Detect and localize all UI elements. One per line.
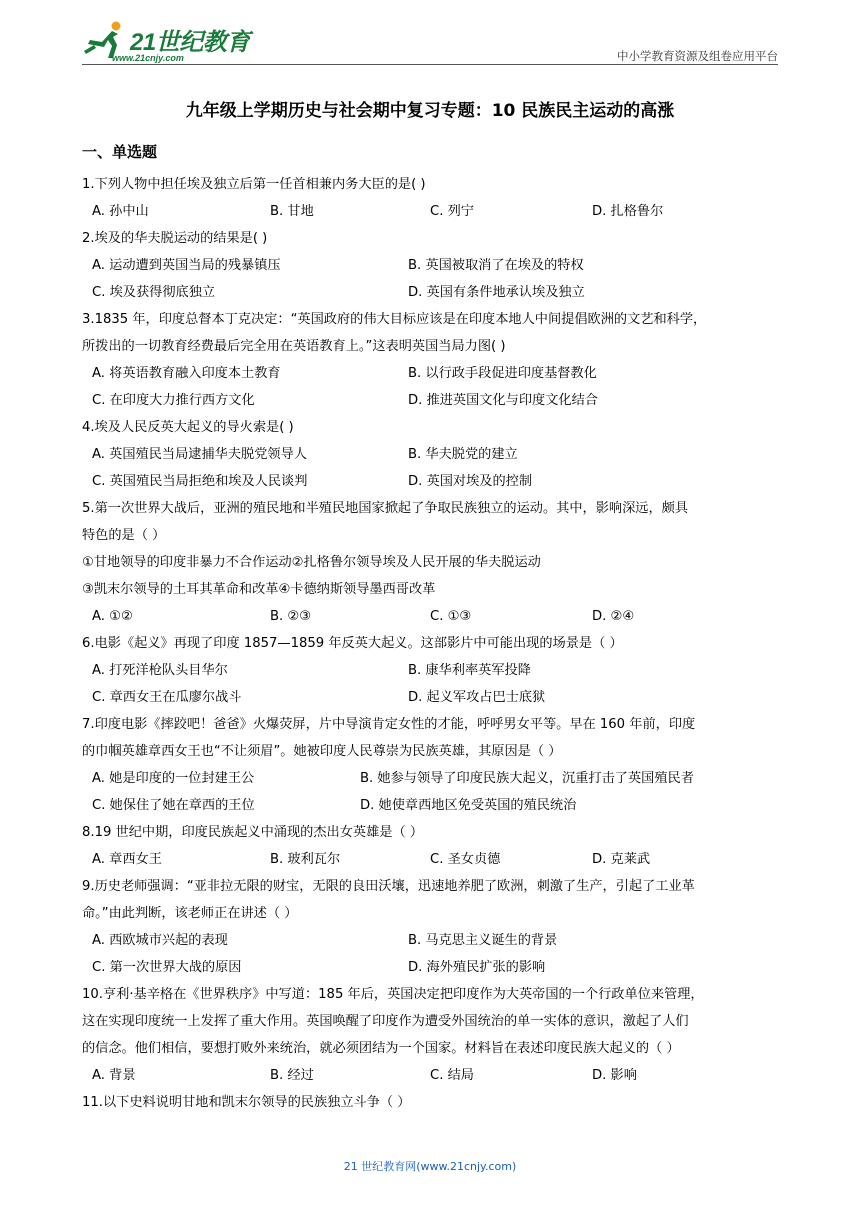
option-b[interactable]: B. 华夫脱党的建立 [408,447,518,462]
option-a[interactable]: A. 背景 [92,1068,136,1083]
question-stem-continued: 特色的是（ ） [82,528,166,543]
question-stem: 5.第一次世界大战后，亚洲的殖民地和半殖民地国家掀起了争取民族独立的运动。其中，影响深远，颇具 [82,501,689,516]
question-stem: 7.印度电影《摔跤吧！爸爸》火爆荧屏，片中导演肯定女性的才能，呼呼男女平等。早在 160 年前，印度 [82,717,696,732]
option-b[interactable]: B. 玻利瓦尔 [270,852,341,867]
question-stem-continued: 的信念。他们相信，要想打败外来统治，就必须团结为一个国家。材料旨在表述印度民族大起义的（ ） [82,1041,680,1056]
option-c[interactable]: C. 章西女王在瓜廖尔战斗 [92,690,242,705]
option-b[interactable]: B. 以行政手段促进印度基督教化 [408,366,597,381]
option-b[interactable]: B. 经过 [270,1068,314,1083]
question-stem-continued: ③凯末尔领导的土耳其革命和改革④卡德纳斯领导墨西哥改革 [82,582,436,597]
question-stem: 3.1835 年，印度总督本丁克决定：“英国政府的伟大目标应该是在印度本地人中间提倡欧洲的文艺和科学， [82,312,707,327]
option-a[interactable]: A. 英国殖民当局逮捕华夫脱党领导人 [92,447,307,462]
option-c[interactable]: C. 她保住了她在章西的王位 [92,798,255,813]
option-c[interactable]: C. 结局 [430,1068,474,1083]
option-c[interactable]: C. 英国殖民当局拒绝和埃及人民谈判 [92,474,308,489]
document-title: 九年级上学期历史与社会期中复习专题：10 民族民主运动的高涨 [185,101,675,121]
option-c[interactable]: C. ①③ [430,609,472,624]
question-stem-continued: 所拨出的一切教育经费最后完全用在英语教育上。”这表明英国当局力图( ) [82,339,506,354]
question-stem: 10.亨利·基辛格在《世界秩序》中写道：185 年后，英国决定把印度作为大英帝国的一个行政单位来管理， [82,987,704,1002]
question-stem-continued: ①甘地领导的印度非暴力不合作运动②扎格鲁尔领导埃及人民开展的华夫脱运动 [82,555,541,570]
page-header [82,14,778,66]
question-stem: 2.埃及的华夫脱运动的结果是( ) [82,231,268,246]
option-a[interactable]: A. 打死洋枪队头目华尔 [92,663,228,678]
option-b[interactable]: B. 英国被取消了在埃及的特权 [408,258,584,273]
option-d[interactable]: D. 海外殖民扩张的影响 [408,960,546,975]
option-c[interactable]: C. 第一次世界大战的原因 [92,960,242,975]
option-b[interactable]: B. 康华利率英军投降 [408,663,531,678]
question-stem: 11.以下史料说明甘地和凯末尔领导的民族独立斗争（ ） [82,1095,411,1110]
option-d[interactable]: D. 推进英国文化与印度文化结合 [408,393,598,408]
question-stem: 9.历史老师强调：“亚非拉无限的财宝，无限的良田沃壤，迅速地养肥了欧洲，刺激了生产，引起了工业革 [82,879,695,894]
logo-text: 21世纪教育 [130,29,250,56]
option-d[interactable]: D. 英国有条件地承认埃及独立 [408,285,585,300]
option-b[interactable]: B. 马克思主义诞生的背景 [408,933,558,948]
option-a[interactable]: A. 章西女王 [92,852,162,867]
option-d[interactable]: D. 起义军攻占巴士底狱 [408,690,546,705]
question-stem: 6.电影《起义》再现了印度 1857—1859 年反英大起义。这部影片中可能出现的场景是（ ） [82,636,623,651]
option-d[interactable]: D. 她使章西地区免受英国的殖民统治 [360,798,577,813]
option-d[interactable]: D. 克莱武 [592,852,651,867]
option-c[interactable]: C. 埃及获得彻底独立 [92,285,216,300]
question-stem: 8.19 世纪中期，印度民族起义中涌现的杰出女英雄是（ ） [82,825,424,840]
option-a[interactable]: A. 将英语教育融入印度本土教育 [92,366,281,381]
platform-name: 中小学教育资源及组卷应用平台 [617,49,778,63]
option-d[interactable]: D. ②④ [592,609,635,624]
header-divider [82,64,778,65]
option-c[interactable]: C. 在印度大力推行西方文化 [92,393,255,408]
option-b[interactable]: B. ②③ [270,609,312,624]
option-d[interactable]: D. 英国对埃及的控制 [408,474,533,489]
option-b[interactable]: B. 她参与领导了印度民族大起义，沉重打击了英国殖民者 [360,771,694,786]
question-stem: 1.下列人物中担任埃及独立后第一任首相兼内务大臣的是( ) [82,177,426,192]
section-heading: 一、单选题 [82,143,158,161]
option-d[interactable]: D. 影响 [592,1068,637,1083]
option-c[interactable]: C. 圣女贞德 [430,852,501,867]
option-a[interactable]: A. 孙中山 [92,204,149,219]
option-a[interactable]: A. ①② [92,609,133,624]
question-stem: 4.埃及人民反英大起义的导火索是( ) [82,420,294,435]
question-stem-continued: 命。”由此判断，该老师正在讲述（ ） [82,906,298,921]
option-b[interactable]: B. 甘地 [270,204,314,219]
logo-url: www.21cnjy.com [112,53,184,63]
option-a[interactable]: A. 西欧城市兴起的表现 [92,933,228,948]
question-stem-continued: 这在实现印度统一上发挥了重大作用。英国唤醒了印度作为遭受外国统治的单一实体的意识，激起了人们 [82,1014,689,1029]
option-a[interactable]: A. 她是印度的一位封建王公 [92,771,255,786]
question-stem-continued: 的巾帼英雄章西女王也“不让须眉”。她被印度人民尊崇为民族英雄，其原因是（ ） [82,744,562,759]
option-a[interactable]: A. 运动遭到英国当局的残暴镇压 [92,258,281,273]
footer-link[interactable]: 21 世纪教育网(www.21cnjy.com) [343,1160,517,1173]
option-c[interactable]: C. 列宁 [430,204,474,219]
logo [82,20,272,64]
option-d[interactable]: D. 扎格鲁尔 [592,204,664,219]
